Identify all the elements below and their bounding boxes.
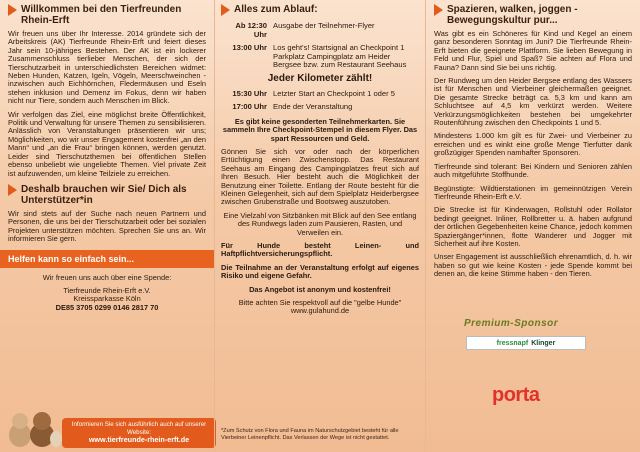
schedule-row: 15:30 Uhr Letzter Start an Checkpoint 1 oder 5 (232, 88, 395, 98)
website-link[interactable]: www.tierfreunde-rhein-erft.de (88, 435, 190, 444)
benches-info: Eine Vielzahl von Sitzbänken mit Blick auf den See entlang des Rundwegs laden zum Pausieren, Rasten, und Verweilen ein. (223, 210, 417, 237)
schedule-heading: Alles zum Ablauf: (221, 4, 419, 16)
arrow-icon (221, 4, 230, 16)
column-welcome (0, 0, 214, 452)
insurance-info: Für Hunde besteht Leinen- und Haftpflichtversicherungspflicht. (221, 241, 419, 259)
welcome-text-2: Wir verfolgen das Ziel, eine möglichst breite Öffentlichkeit, Politik und Verwaltung für unsere Themen zu sensibilisieren. Anlässlich von Veranstaltungen präsentieren wir uns; Möglichkeiten, wo wir unser Engagement kostenfrei „an den Mann“ und „an die Frau“ bringen können, werden genutzt. Leider sind Tierschutzthemen bei öffentlichen Stellen ebenso unbeliebt wie ungeliebte Themen. Viel private Zeit ist aufzuwenden, um kleine Teilziele zu erreichen. (8, 109, 206, 178)
route-text: Der Rundweg um den Heider Bergsee entlang des Wassers ist für Menschen und Vierbeiner gleichermaßen geeignet. Die gesamte Strecke beträgt ca. 5,3 km und kann am Schluchtsee auf 4,5 km verkürzt werden. Weitere Verkürzungsmöglichkeiten bestehen bei umgekehrter Routenführung zwischen den Checkpoints 1 und 5. (434, 76, 632, 128)
schedule-row: 13:00 Uhr Los geht's! Startsignal an Checkpoint 1 Parkplatz Campingplatz am Heider Bergsee bzw. zum Restaurant Seehaus (232, 43, 407, 70)
premium-sponsor-label: Premium-Sponsor (464, 318, 559, 329)
bank-name: Kreissparkasse Köln (73, 294, 141, 304)
sponsor-logo-fressnapf-klinger: fressnapf Klinger (466, 336, 586, 350)
risk-info: Die Teilnahme an der Veranstaltung erfolgt auf eigenes Risiko und eigene Gefahr. (221, 262, 419, 281)
help-banner: Helfen kann so einfach sein... (0, 250, 214, 268)
support-heading: Deshalb brauchen wir Sie/ Dich als Unterstützer*in (8, 184, 206, 206)
website-info-text: Informieren Sie sich ausführlich auch auf unserer Website: (71, 421, 207, 436)
schedule-row: Ab 12:30 Uhr Ausgabe der Teilnehmer-Flyer (235, 21, 375, 39)
sponsor-logo-porta: porta (492, 384, 540, 406)
iban: DE85 3705 0299 0146 2817 70 (55, 302, 159, 312)
leash-footnote: *Zum Schutz von Flora und Fauna im Naturschutzgebiet besteht für alle Vierbeiner Leinenpflicht. Das Verlassen der Wege ist nicht gestattet. (221, 428, 399, 441)
donation-text: Wir freuen uns auch über eine Spende: (42, 272, 172, 282)
column-walking (426, 0, 640, 452)
kilometer-slogan: Jeder Kilometer zählt! (267, 72, 373, 84)
pets-image (6, 405, 62, 449)
free-info: Das Angebot ist anonym und kostenfrei! (249, 284, 391, 294)
website-callout (62, 418, 216, 448)
welcome-heading: Willkommen bei den Tierfreunden Rhein-Erft (8, 4, 206, 26)
accessibility-text: Die Strecke ist für Kinderwagen, Rollstuhl oder Rollator bedingt geeignet. Inliner, Rollbretter u. ä. haben aufgrund der örtlichen Gegebenheiten keine Chance, jedoch kommen Spaziergänger*innen, flotte Wanderer und Jogger mit Sicherheit auf ihre Kosten. (434, 205, 632, 248)
restaurant-info: Gönnen Sie sich vor oder nach der körperlichen Ertüchtigung einen Zwischenstopp. Das Restaurant Seehaus am Eingang des Campingplatzes freut sich auf Ihren Besuch. Hier besteht auch die Möglichkeit der Benutzung einer Toilette. Entlang der Route besteht für die Kleinen Gelegenheit, sich auf dem Spielplatz Heiderbergsee zwischen Grubenstraße und Bootsweg auszutoben. (221, 146, 419, 207)
arrow-icon (434, 4, 443, 16)
arrow-icon (8, 184, 17, 196)
stamp-info: Es gibt keine gesonderten Teilnehmerkarten. Sie sammeln Ihre Checkpoint-Stempel in diesem Flyer. Das spart Ressourcen und Geld. (222, 116, 418, 143)
walking-heading: Spazieren, walken, joggen - Bewegungskultur pur... (434, 4, 632, 26)
tolerance-text: Tierfreunde sind tolerant: Bei Kindern und Senioren zählen auch mitgeführte Stoffhunde. (434, 161, 632, 180)
welcome-text-1: Wir freuen uns über Ihr Interesse. 2014 gründete sich der Arbeitskreis (AK) Tierfreunde Rhein-Erft und feiert dieses Jahr sein 10-jähriges Bestehen. Der AK ist ein lockerer Zusammenschluss tierlieber Menschen, der sich der Tierschutzarbeit in unterschiedlichsten Bereichen widmet: Neben Hunden, Katzen, Igeln, Vögeln, Meerschweinchen - inzwischen auch Eichhörnchen, Fledermäusen und Eseln stehen inklusion und Demenz im Fokus, denn wir haben nicht nur Tiere, sondern auch Menschen im Blick. (8, 29, 206, 106)
goal-text: Mindestens 1.000 km gilt es für Zwei- und Vierbeiner zu erreichen und es winkt eine große Menge Tierfutter dank großzügiger Spenden namhafter Sponsoren. (434, 131, 632, 158)
volunteer-text: Unser Engagement ist ausschließlich ehrenamtlich, d. h. wir haben so gut wie keine Kosten - jede Spende kommt bei denen an, die keine Stimme haben - den Tieren. (434, 252, 632, 279)
support-text: Wir sind stets auf der Suche nach neuen Partnern und Personen, die uns bei der Tierschutzarbeit oder bei sozialen Projekten unterstützen möchten. Sprechen Sie uns an. Wir informieren Sie gern. (8, 208, 206, 244)
beneficiary-text: Begünstigte: Wildtierstationen im gemeinnützigen Verein Tierfreunde Rhein-Erft e.V. (434, 183, 632, 201)
arrow-icon (8, 4, 17, 16)
yellow-dog-info: Bitte achten Sie respektvoll auf die "gelbe Hunde" www.gulahund.de (238, 298, 402, 316)
schedule-list (221, 22, 419, 112)
intro-text: Was gibt es ein Schöneres für Kind und Kegel an einem ganz besonderen Sonntag im Juni? Die Tierfreunde Rhein-Erft bieten die geeignete Plattform. Sie lieben Bewegung in Feld und Flur, Spiel und Spaß? Sie achten auf Flora und Fauna? Dann sind Sie bei uns richtig. (434, 29, 632, 72)
schedule-row: 17:00 Uhr Ende der Veranstaltung (232, 102, 353, 112)
bank-account-name: Tierfreunde Rhein-Erft e.V. (63, 285, 151, 295)
column-schedule (214, 0, 426, 452)
